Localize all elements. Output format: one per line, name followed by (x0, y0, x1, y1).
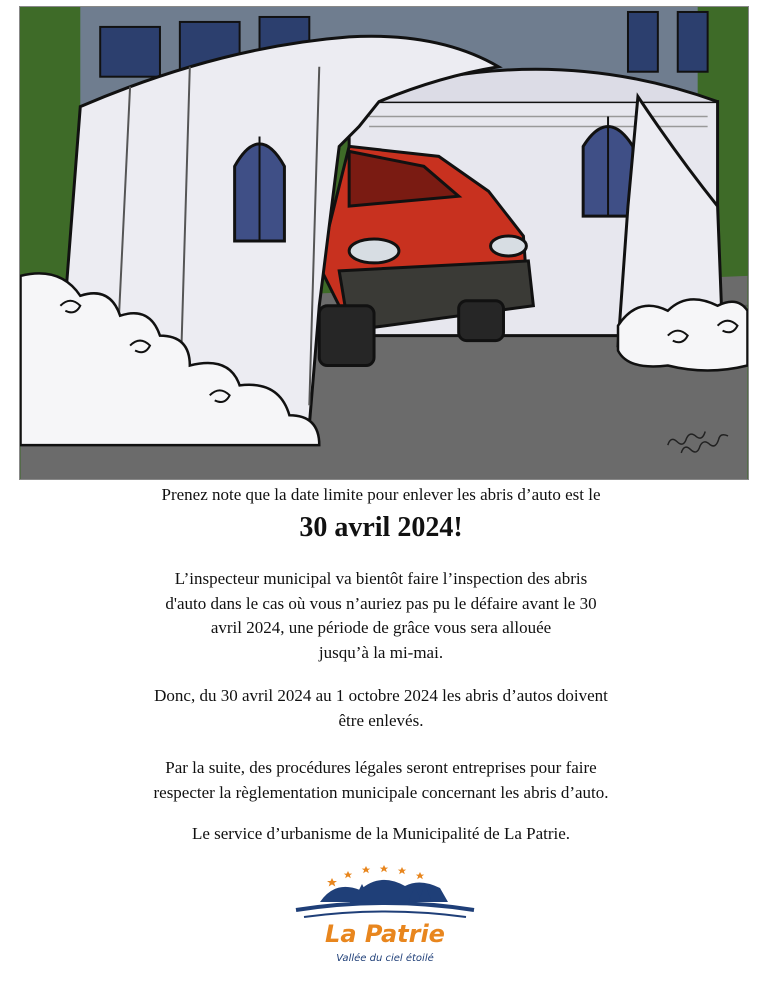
paragraph-line: avril 2024, une période de grâce vous sera allouée (210, 618, 552, 637)
car-shelter-illustration (19, 6, 749, 480)
paragraph-line: Donc, du 30 avril 2024 au 1 octobre 2024 les abris d’autos doivent (154, 686, 608, 705)
deadline-date: 30 avril 2024! (299, 512, 463, 543)
intro-text: Prenez note que la date limite pour enlever les abris d’auto est le (161, 485, 601, 504)
period-paragraph (0, 684, 762, 733)
paragraph-line: être enlevés. (338, 710, 424, 730)
legal-paragraph (0, 756, 762, 805)
inspection-paragraph (0, 567, 762, 665)
logo-tagline: Vallée du ciel étoilé (336, 953, 434, 964)
paragraph-line: d'auto dans le cas où vous n’auriez pas pu le défaire avant le 30 (165, 593, 597, 613)
paragraph-line: Par la suite, des procédures légales seront entreprises pour faire (165, 758, 597, 777)
signature-line: Le service d’urbanisme de la Municipalité de La Patrie. (191, 824, 571, 843)
paragraph-line: jusqu’à la mi-mai. (318, 642, 444, 662)
illustration-drawing (20, 7, 748, 479)
paragraph-line: respecter la règlementation municipale concernant les abris d’auto. (153, 782, 609, 802)
logo-emblem-icon (290, 860, 480, 922)
la-patrie-logo (290, 860, 480, 970)
paragraph-line: L’inspecteur municipal va bientôt faire l’inspection des abris (174, 569, 588, 588)
logo-name: La Patrie (325, 920, 445, 948)
